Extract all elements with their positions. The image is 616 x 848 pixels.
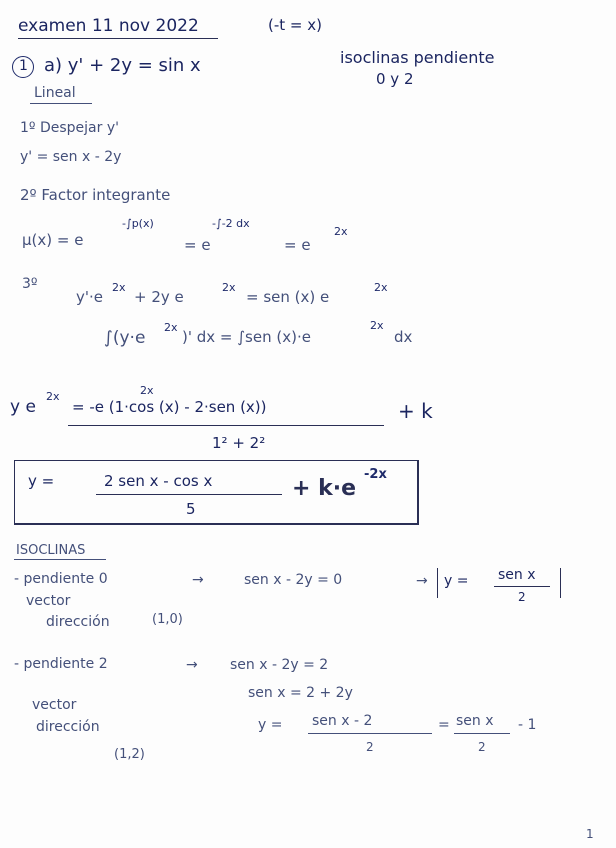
step2-rhs: = e [284, 236, 311, 254]
iso-p2-result-num2: sen x [456, 713, 494, 729]
iso-p2-result-eq: = [438, 717, 450, 733]
step3-exp-a: 2x [112, 281, 126, 294]
final-k-term: + k·e [292, 476, 357, 501]
method-underline [30, 103, 92, 104]
iso-p0-vector-1: vector [26, 593, 71, 609]
step2-exp2: -∫-2 dx [212, 217, 250, 230]
step3-integral-exp1: 2x [164, 321, 178, 334]
step2-exp1: -∫p(x) [122, 217, 154, 230]
final-lhs: y = [28, 472, 55, 490]
iso-p2-equation-1: sen x - 2y = 2 [230, 657, 329, 673]
solution-exp1: 2x [46, 390, 60, 403]
final-denominator: 5 [186, 500, 196, 518]
step2-exp3: 2x [334, 225, 348, 238]
iso-p0-vector-value: (1,0) [152, 612, 183, 627]
final-answer-box [14, 460, 419, 525]
solution-lhs: y e [10, 397, 36, 417]
final-numerator: 2 sen x - cos x [104, 472, 213, 490]
step3-integral-exp2: 2x [370, 319, 384, 332]
iso-p0-label: - pendiente 0 [14, 571, 108, 587]
step2-title: 2º Factor integrante [20, 186, 171, 204]
iso-p0-vector-2: dirección [46, 614, 110, 630]
iso-p2-equation-2: sen x = 2 + 2y [248, 685, 353, 701]
solution-exp2: 2x [140, 384, 154, 397]
iso-p2-vector-1: vector [32, 697, 77, 713]
request-line-1: isoclinas pendiente [340, 48, 495, 67]
variables-note: (-t = x) [268, 16, 322, 34]
iso-p0-fraction-bar [494, 586, 550, 587]
iso-p0-result-right-bar [560, 568, 561, 598]
problem-number: 1 [19, 58, 28, 74]
step3-label: 3º [22, 276, 38, 292]
solution-numerator: = -e (1·cos (x) - 2·sen (x)) [72, 398, 267, 416]
step2-mid: = e [184, 236, 211, 254]
step2-lhs: μ(x) = e [22, 231, 84, 249]
iso-p2-result-tail: - 1 [518, 717, 537, 733]
exam-title: examen 11 nov 2022 [18, 16, 199, 36]
iso-p2-result-lhs: y = [258, 717, 283, 733]
final-exp: -2x [364, 467, 387, 482]
iso-p2-fraction-bar-1 [308, 733, 432, 734]
step3-eq-b: + 2y e [134, 288, 184, 306]
iso-p2-result-num1: sen x - 2 [312, 713, 373, 729]
request-line-2: 0 y 2 [376, 70, 414, 88]
step3-integral-lhs: ∫(y·e [104, 328, 146, 348]
iso-p2-fraction-bar-2 [454, 733, 510, 734]
iso-p0-result-num: sen x [498, 567, 536, 583]
iso-p0-equation: sen x - 2y = 0 [244, 572, 343, 588]
solution-k: + k [398, 399, 433, 423]
iso-p2-result-den1: 2 [366, 740, 374, 754]
step3-integral-mid: )' dx = ∫sen (x)·e [182, 328, 311, 346]
iso-p2-label: - pendiente 2 [14, 656, 108, 672]
iso-p2-arrow: → [186, 657, 198, 673]
iso-p0-result-den: 2 [518, 590, 526, 604]
solution-fraction-bar [68, 425, 384, 426]
step3-exp-c: 2x [374, 281, 388, 294]
step1-title: 1º Despejar y' [20, 120, 119, 136]
step3-eq-a: y'·e [76, 288, 103, 306]
iso-p0-result-left-bar [437, 568, 438, 598]
method-type: Lineal [34, 85, 76, 101]
iso-p0-result-lhs: y = [444, 573, 469, 589]
solution-denominator: 1² + 2² [212, 434, 266, 452]
step3-eq-c: = sen (x) e [246, 288, 330, 306]
page-number: 1 [586, 827, 594, 841]
iso-p0-arrow2: → [416, 573, 428, 589]
step3-integral-rhs: dx [394, 328, 413, 346]
final-fraction-bar [96, 494, 282, 495]
problem-statement: a) y' + 2y = sin x [44, 55, 201, 76]
isoclinas-underline [14, 559, 106, 560]
iso-p2-vector-2: dirección [36, 719, 100, 735]
isoclinas-title: ISOCLINAS [16, 543, 86, 558]
title-underline [18, 38, 218, 39]
step3-exp-b: 2x [222, 281, 236, 294]
iso-p2-vector-value: (1,2) [114, 747, 145, 762]
iso-p2-result-den2: 2 [478, 740, 486, 754]
step1-equation: y' = sen x - 2y [20, 149, 122, 165]
iso-p0-arrow: → [192, 572, 204, 588]
